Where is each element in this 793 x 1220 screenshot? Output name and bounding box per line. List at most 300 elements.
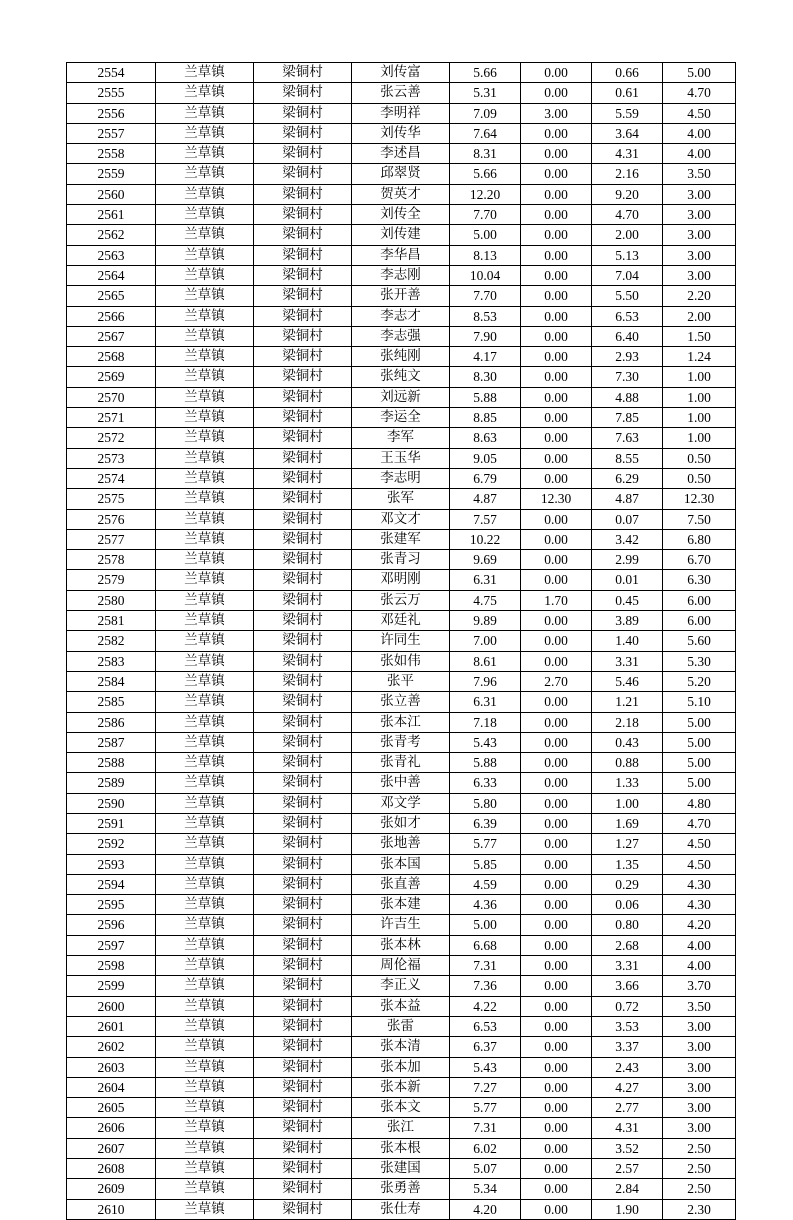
table-row <box>67 753 736 773</box>
cell-amount2: 0.00 <box>521 813 592 833</box>
cell-village: 梁铜村 <box>254 956 352 976</box>
cell-town: 兰草镇 <box>156 408 254 428</box>
table-row <box>67 225 736 245</box>
cell-village: 梁铜村 <box>254 1118 352 1138</box>
cell-town: 兰草镇 <box>156 83 254 103</box>
table-row <box>67 245 736 265</box>
cell-name: 刘传富 <box>352 63 450 83</box>
cell-amount1: 6.39 <box>450 813 521 833</box>
cell-id: 2579 <box>67 570 156 590</box>
cell-village: 梁铜村 <box>254 387 352 407</box>
cell-village: 梁铜村 <box>254 773 352 793</box>
cell-amount2: 0.00 <box>521 611 592 631</box>
cell-amount4: 4.80 <box>663 793 736 813</box>
cell-amount3: 1.33 <box>592 773 663 793</box>
cell-amount2: 0.00 <box>521 1118 592 1138</box>
cell-amount3: 0.80 <box>592 915 663 935</box>
cell-town: 兰草镇 <box>156 387 254 407</box>
cell-name: 张本林 <box>352 935 450 955</box>
cell-name: 张直善 <box>352 874 450 894</box>
cell-id: 2576 <box>67 509 156 529</box>
table-row <box>67 489 736 509</box>
cell-village: 梁铜村 <box>254 245 352 265</box>
cell-amount1: 9.69 <box>450 550 521 570</box>
cell-amount3: 5.13 <box>592 245 663 265</box>
table-row <box>67 103 736 123</box>
cell-town: 兰草镇 <box>156 306 254 326</box>
cell-amount1: 7.09 <box>450 103 521 123</box>
cell-name: 张平 <box>352 671 450 691</box>
cell-name: 张纯刚 <box>352 347 450 367</box>
cell-village: 梁铜村 <box>254 468 352 488</box>
cell-amount4: 3.00 <box>663 225 736 245</box>
cell-amount4: 4.30 <box>663 874 736 894</box>
cell-amount1: 6.31 <box>450 692 521 712</box>
cell-amount1: 5.77 <box>450 1098 521 1118</box>
cell-name: 李述昌 <box>352 144 450 164</box>
cell-village: 梁铜村 <box>254 570 352 590</box>
cell-amount2: 0.00 <box>521 83 592 103</box>
cell-town: 兰草镇 <box>156 651 254 671</box>
cell-amount1: 10.04 <box>450 265 521 285</box>
cell-amount4: 2.50 <box>663 1179 736 1199</box>
cell-amount3: 0.61 <box>592 83 663 103</box>
cell-amount3: 1.69 <box>592 813 663 833</box>
cell-amount4: 3.00 <box>663 205 736 225</box>
cell-id: 2592 <box>67 834 156 854</box>
cell-amount2: 2.70 <box>521 671 592 691</box>
cell-village: 梁铜村 <box>254 164 352 184</box>
cell-id: 2567 <box>67 326 156 346</box>
cell-town: 兰草镇 <box>156 489 254 509</box>
cell-amount3: 0.72 <box>592 996 663 1016</box>
table-row <box>67 874 736 894</box>
cell-amount3: 2.57 <box>592 1159 663 1179</box>
cell-id: 2582 <box>67 631 156 651</box>
cell-amount3: 0.07 <box>592 509 663 529</box>
cell-amount4: 0.50 <box>663 468 736 488</box>
table-row <box>67 367 736 387</box>
table-row <box>67 651 736 671</box>
cell-amount3: 8.55 <box>592 448 663 468</box>
cell-amount3: 2.43 <box>592 1057 663 1077</box>
cell-town: 兰草镇 <box>156 1098 254 1118</box>
cell-town: 兰草镇 <box>156 326 254 346</box>
table-row <box>67 570 736 590</box>
cell-amount2: 0.00 <box>521 164 592 184</box>
cell-amount4: 5.00 <box>663 753 736 773</box>
cell-name: 李华昌 <box>352 245 450 265</box>
cell-town: 兰草镇 <box>156 428 254 448</box>
table-row <box>67 184 736 204</box>
cell-village: 梁铜村 <box>254 205 352 225</box>
table-row <box>67 671 736 691</box>
table-row <box>67 590 736 610</box>
cell-amount2: 0.00 <box>521 1077 592 1097</box>
cell-amount3: 3.52 <box>592 1138 663 1158</box>
cell-amount1: 5.66 <box>450 63 521 83</box>
cell-amount3: 2.18 <box>592 712 663 732</box>
cell-amount4: 5.00 <box>663 732 736 752</box>
table-row <box>67 1016 736 1036</box>
cell-village: 梁铜村 <box>254 590 352 610</box>
cell-name: 张雷 <box>352 1016 450 1036</box>
cell-amount3: 5.46 <box>592 671 663 691</box>
cell-name: 贺英才 <box>352 184 450 204</box>
table-row <box>67 448 736 468</box>
cell-village: 梁铜村 <box>254 225 352 245</box>
cell-amount3: 3.31 <box>592 651 663 671</box>
cell-amount4: 3.00 <box>663 1077 736 1097</box>
cell-amount1: 10.22 <box>450 529 521 549</box>
cell-town: 兰草镇 <box>156 245 254 265</box>
cell-name: 张本清 <box>352 1037 450 1057</box>
cell-name: 张军 <box>352 489 450 509</box>
table-row <box>67 123 736 143</box>
cell-amount3: 0.43 <box>592 732 663 752</box>
cell-village: 梁铜村 <box>254 692 352 712</box>
cell-town: 兰草镇 <box>156 631 254 651</box>
cell-village: 梁铜村 <box>254 732 352 752</box>
table-row <box>67 895 736 915</box>
cell-name: 邓廷礼 <box>352 611 450 631</box>
cell-town: 兰草镇 <box>156 996 254 1016</box>
cell-id: 2562 <box>67 225 156 245</box>
cell-id: 2561 <box>67 205 156 225</box>
cell-town: 兰草镇 <box>156 550 254 570</box>
cell-village: 梁铜村 <box>254 813 352 833</box>
cell-town: 兰草镇 <box>156 1138 254 1158</box>
cell-amount3: 4.87 <box>592 489 663 509</box>
cell-village: 梁铜村 <box>254 793 352 813</box>
cell-name: 周伦福 <box>352 956 450 976</box>
cell-id: 2593 <box>67 854 156 874</box>
cell-amount3: 1.90 <box>592 1199 663 1219</box>
cell-village: 梁铜村 <box>254 428 352 448</box>
cell-amount1: 4.17 <box>450 347 521 367</box>
cell-amount1: 7.18 <box>450 712 521 732</box>
cell-amount3: 1.00 <box>592 793 663 813</box>
table-row <box>67 1159 736 1179</box>
cell-id: 2589 <box>67 773 156 793</box>
table-row <box>67 306 736 326</box>
cell-amount4: 3.70 <box>663 976 736 996</box>
cell-amount1: 4.87 <box>450 489 521 509</box>
cell-amount3: 3.53 <box>592 1016 663 1036</box>
cell-amount3: 7.04 <box>592 265 663 285</box>
cell-id: 2568 <box>67 347 156 367</box>
cell-town: 兰草镇 <box>156 874 254 894</box>
cell-amount1: 7.90 <box>450 326 521 346</box>
cell-id: 2596 <box>67 915 156 935</box>
cell-name: 张如才 <box>352 813 450 833</box>
table-row <box>67 1179 736 1199</box>
cell-amount1: 7.00 <box>450 631 521 651</box>
cell-id: 2585 <box>67 692 156 712</box>
cell-village: 梁铜村 <box>254 347 352 367</box>
cell-village: 梁铜村 <box>254 631 352 651</box>
cell-amount4: 1.00 <box>663 367 736 387</box>
cell-amount2: 0.00 <box>521 428 592 448</box>
cell-amount3: 9.20 <box>592 184 663 204</box>
cell-amount2: 12.30 <box>521 489 592 509</box>
cell-amount1: 7.31 <box>450 956 521 976</box>
cell-name: 张立善 <box>352 692 450 712</box>
cell-village: 梁铜村 <box>254 1159 352 1179</box>
cell-amount2: 0.00 <box>521 1016 592 1036</box>
table-row <box>67 935 736 955</box>
cell-village: 梁铜村 <box>254 448 352 468</box>
cell-amount3: 0.06 <box>592 895 663 915</box>
cell-amount3: 1.21 <box>592 692 663 712</box>
cell-village: 梁铜村 <box>254 651 352 671</box>
cell-town: 兰草镇 <box>156 1199 254 1219</box>
cell-amount4: 3.50 <box>663 996 736 1016</box>
cell-amount1: 5.77 <box>450 834 521 854</box>
cell-village: 梁铜村 <box>254 83 352 103</box>
cell-amount4: 5.60 <box>663 631 736 651</box>
table-row <box>67 611 736 631</box>
table-row <box>67 286 736 306</box>
cell-name: 刘传华 <box>352 123 450 143</box>
cell-amount3: 2.00 <box>592 225 663 245</box>
cell-village: 梁铜村 <box>254 854 352 874</box>
cell-amount2: 0.00 <box>521 1199 592 1219</box>
cell-amount4: 4.30 <box>663 895 736 915</box>
cell-name: 李运全 <box>352 408 450 428</box>
cell-amount1: 8.61 <box>450 651 521 671</box>
cell-town: 兰草镇 <box>156 123 254 143</box>
table-row <box>67 428 736 448</box>
cell-amount3: 2.84 <box>592 1179 663 1199</box>
table-row <box>67 387 736 407</box>
cell-village: 梁铜村 <box>254 326 352 346</box>
cell-amount4: 4.00 <box>663 123 736 143</box>
cell-amount2: 0.00 <box>521 895 592 915</box>
cell-name: 王玉华 <box>352 448 450 468</box>
cell-name: 邱翠贤 <box>352 164 450 184</box>
cell-amount2: 0.00 <box>521 1098 592 1118</box>
cell-amount2: 0.00 <box>521 692 592 712</box>
cell-amount4: 0.50 <box>663 448 736 468</box>
cell-amount1: 8.85 <box>450 408 521 428</box>
cell-village: 梁铜村 <box>254 103 352 123</box>
cell-amount4: 5.10 <box>663 692 736 712</box>
cell-amount3: 3.37 <box>592 1037 663 1057</box>
table-row <box>67 468 736 488</box>
table-row <box>67 793 736 813</box>
cell-town: 兰草镇 <box>156 895 254 915</box>
table-row <box>67 550 736 570</box>
cell-amount1: 5.31 <box>450 83 521 103</box>
cell-id: 2563 <box>67 245 156 265</box>
cell-name: 张本建 <box>352 895 450 915</box>
cell-id: 2557 <box>67 123 156 143</box>
table-row <box>67 326 736 346</box>
table-row <box>67 834 736 854</box>
cell-name: 张青礼 <box>352 753 450 773</box>
cell-id: 2581 <box>67 611 156 631</box>
cell-amount1: 12.20 <box>450 184 521 204</box>
cell-village: 梁铜村 <box>254 834 352 854</box>
cell-amount3: 3.89 <box>592 611 663 631</box>
cell-id: 2598 <box>67 956 156 976</box>
cell-amount1: 7.70 <box>450 205 521 225</box>
table-row <box>67 692 736 712</box>
table-row <box>67 1138 736 1158</box>
cell-town: 兰草镇 <box>156 976 254 996</box>
cell-amount2: 0.00 <box>521 854 592 874</box>
cell-id: 2569 <box>67 367 156 387</box>
cell-name: 张如伟 <box>352 651 450 671</box>
cell-name: 张建国 <box>352 1159 450 1179</box>
cell-amount4: 4.50 <box>663 103 736 123</box>
cell-amount2: 0.00 <box>521 205 592 225</box>
cell-amount1: 8.63 <box>450 428 521 448</box>
cell-id: 2606 <box>67 1118 156 1138</box>
cell-amount4: 3.00 <box>663 265 736 285</box>
cell-amount2: 0.00 <box>521 1138 592 1158</box>
cell-amount2: 0.00 <box>521 834 592 854</box>
cell-amount4: 3.00 <box>663 184 736 204</box>
cell-amount2: 0.00 <box>521 184 592 204</box>
cell-amount4: 4.20 <box>663 915 736 935</box>
cell-village: 梁铜村 <box>254 671 352 691</box>
cell-name: 李志明 <box>352 468 450 488</box>
cell-village: 梁铜村 <box>254 265 352 285</box>
cell-amount2: 0.00 <box>521 651 592 671</box>
cell-name: 许同生 <box>352 631 450 651</box>
cell-id: 2554 <box>67 63 156 83</box>
cell-name: 张本益 <box>352 996 450 1016</box>
cell-id: 2558 <box>67 144 156 164</box>
cell-amount3: 6.29 <box>592 468 663 488</box>
cell-amount2: 0.00 <box>521 996 592 1016</box>
cell-amount2: 0.00 <box>521 631 592 651</box>
cell-name: 许吉生 <box>352 915 450 935</box>
cell-amount2: 0.00 <box>521 935 592 955</box>
cell-town: 兰草镇 <box>156 773 254 793</box>
cell-id: 2602 <box>67 1037 156 1057</box>
cell-amount4: 5.00 <box>663 773 736 793</box>
cell-amount4: 3.50 <box>663 164 736 184</box>
cell-amount3: 2.16 <box>592 164 663 184</box>
cell-amount3: 5.50 <box>592 286 663 306</box>
cell-name: 李志强 <box>352 326 450 346</box>
cell-amount4: 6.00 <box>663 590 736 610</box>
cell-town: 兰草镇 <box>156 1057 254 1077</box>
cell-amount2: 0.00 <box>521 529 592 549</box>
cell-amount1: 9.05 <box>450 448 521 468</box>
cell-amount2: 0.00 <box>521 1179 592 1199</box>
cell-amount4: 6.80 <box>663 529 736 549</box>
cell-amount3: 2.99 <box>592 550 663 570</box>
cell-town: 兰草镇 <box>156 1118 254 1138</box>
cell-amount3: 0.88 <box>592 753 663 773</box>
cell-amount1: 7.57 <box>450 509 521 529</box>
cell-id: 2564 <box>67 265 156 285</box>
cell-town: 兰草镇 <box>156 692 254 712</box>
cell-amount4: 6.30 <box>663 570 736 590</box>
cell-name: 张江 <box>352 1118 450 1138</box>
table-row <box>67 1037 736 1057</box>
table-row <box>67 956 736 976</box>
cell-amount4: 4.00 <box>663 144 736 164</box>
cell-amount4: 3.00 <box>663 1037 736 1057</box>
cell-name: 邓明刚 <box>352 570 450 590</box>
cell-amount4: 5.00 <box>663 63 736 83</box>
cell-amount1: 4.20 <box>450 1199 521 1219</box>
cell-amount2: 3.00 <box>521 103 592 123</box>
cell-amount1: 5.43 <box>450 732 521 752</box>
cell-town: 兰草镇 <box>156 63 254 83</box>
cell-amount2: 0.00 <box>521 123 592 143</box>
cell-name: 邓文学 <box>352 793 450 813</box>
cell-amount4: 5.20 <box>663 671 736 691</box>
cell-amount2: 0.00 <box>521 1057 592 1077</box>
cell-town: 兰草镇 <box>156 1179 254 1199</box>
cell-village: 梁铜村 <box>254 996 352 1016</box>
cell-town: 兰草镇 <box>156 611 254 631</box>
cell-town: 兰草镇 <box>156 915 254 935</box>
cell-amount2: 0.00 <box>521 326 592 346</box>
cell-id: 2580 <box>67 590 156 610</box>
cell-amount4: 5.30 <box>663 651 736 671</box>
table-row <box>67 347 736 367</box>
cell-id: 2578 <box>67 550 156 570</box>
cell-id: 2604 <box>67 1077 156 1097</box>
cell-amount2: 0.00 <box>521 773 592 793</box>
cell-id: 2571 <box>67 408 156 428</box>
table-row <box>67 83 736 103</box>
cell-town: 兰草镇 <box>156 1016 254 1036</box>
cell-amount1: 7.64 <box>450 123 521 143</box>
cell-name: 刘传全 <box>352 205 450 225</box>
cell-town: 兰草镇 <box>156 529 254 549</box>
cell-amount2: 0.00 <box>521 144 592 164</box>
cell-amount1: 8.53 <box>450 306 521 326</box>
cell-amount2: 0.00 <box>521 732 592 752</box>
cell-amount3: 4.88 <box>592 387 663 407</box>
cell-town: 兰草镇 <box>156 164 254 184</box>
cell-village: 梁铜村 <box>254 1037 352 1057</box>
cell-village: 梁铜村 <box>254 1077 352 1097</box>
cell-amount1: 7.96 <box>450 671 521 691</box>
cell-id: 2603 <box>67 1057 156 1077</box>
cell-town: 兰草镇 <box>156 184 254 204</box>
cell-amount2: 0.00 <box>521 1159 592 1179</box>
cell-amount4: 1.00 <box>663 387 736 407</box>
cell-id: 2601 <box>67 1016 156 1036</box>
cell-town: 兰草镇 <box>156 1077 254 1097</box>
cell-amount1: 5.00 <box>450 915 521 935</box>
cell-name: 张青习 <box>352 550 450 570</box>
cell-name: 李军 <box>352 428 450 448</box>
cell-amount4: 2.50 <box>663 1138 736 1158</box>
cell-amount1: 5.88 <box>450 753 521 773</box>
cell-name: 张本新 <box>352 1077 450 1097</box>
cell-amount1: 7.31 <box>450 1118 521 1138</box>
cell-id: 2594 <box>67 874 156 894</box>
cell-amount2: 0.00 <box>521 570 592 590</box>
cell-amount1: 4.75 <box>450 590 521 610</box>
cell-id: 2572 <box>67 428 156 448</box>
table-row <box>67 144 736 164</box>
cell-amount4: 7.50 <box>663 509 736 529</box>
cell-name: 李志刚 <box>352 265 450 285</box>
cell-amount2: 0.00 <box>521 245 592 265</box>
cell-amount2: 0.00 <box>521 509 592 529</box>
